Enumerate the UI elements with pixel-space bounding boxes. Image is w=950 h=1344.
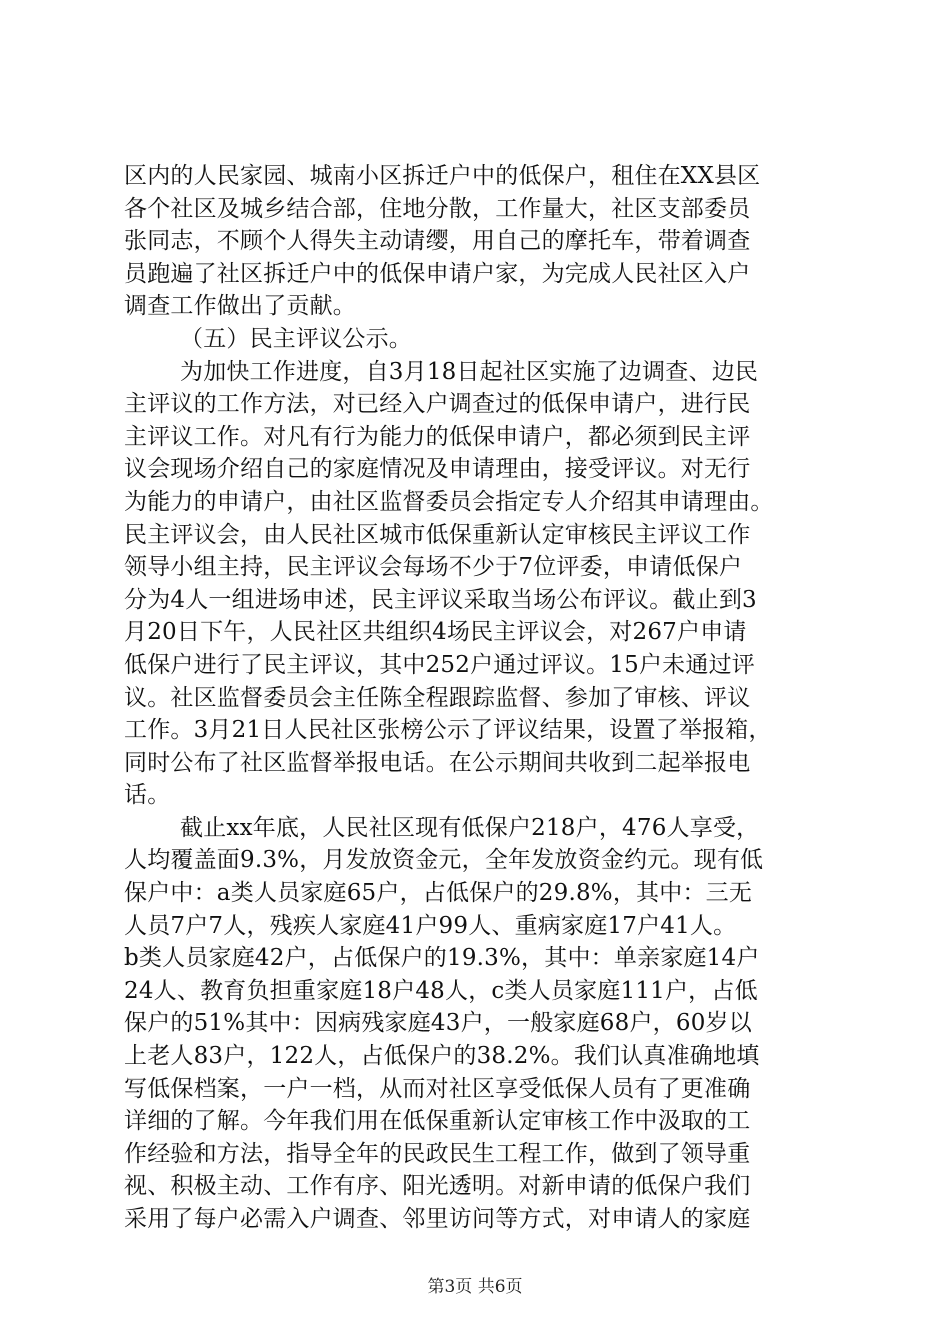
text-line: 视、积极主动、工作有序、阳光透明。对新申请的低保户我们 <box>124 1173 751 1200</box>
text-line: 写低保档案，一户一档，从而对社区享受低保人员有了更准确 <box>124 1075 751 1102</box>
body-text <box>124 160 838 1236</box>
text-line: 各个社区及城乡结合部，住地分散，工作量大，社区支部委员 <box>124 195 751 222</box>
text-line: 作经验和方法，指导全年的民政民生工程工作，做到了领导重 <box>124 1140 751 1167</box>
text-line: 话。 <box>124 782 171 809</box>
text-line: 议会现场介绍自己的家庭情况及申请理由，接受评议。对无行 <box>124 456 751 483</box>
text-line: 员跑遍了社区拆迁户中的低保申请户家，为完成人民社区入户 <box>124 260 751 287</box>
text-line: 采用了每户必需入户调查、邻里访问等方式，对申请人的家庭 <box>124 1206 751 1232</box>
text-line: 主评议工作。对凡有行为能力的低保申请户，都必须到民主评 <box>124 423 751 450</box>
text-line: 月20日下午，人民社区共组织4场民主评议会，对267户申请 <box>124 619 747 646</box>
text-line: 详细的了解。今年我们用在低保重新认定审核工作中汲取的工 <box>124 1108 751 1135</box>
text-line: 保户的51%其中：因病残家庭43户，一般家庭68户，60岁以 <box>124 1010 752 1037</box>
text-line: 议。社区监督委员会主任陈全程跟踪监督、参加了审核、评议 <box>124 684 751 711</box>
text-line: 保户中：a类人员家庭65户，占低保户的29.8%，其中：三无 <box>124 880 753 907</box>
text-line: 主评议的工作方法，对已经入户调查过的低保申请户，进行民 <box>124 391 751 418</box>
text-line: 上老人83户，122人，占低保户的38.2%。我们认真准确地填 <box>124 1043 760 1070</box>
text-line: 工作。3月21日人民社区张榜公示了评议结果，设置了举报箱， <box>124 717 772 744</box>
text-line: 同时公布了社区监督举报电话。在公示期间共收到二起举报电 <box>124 749 751 776</box>
text-line: 民主评议会，由人民社区城市低保重新认定审核民主评议工作 <box>124 521 751 548</box>
text-line: 调查工作做出了贡献。 <box>124 293 356 320</box>
text-line: 人均覆盖面9.3%，月发放资金元，全年发放资金约元。现有低 <box>124 847 764 874</box>
text-line: 为能力的申请户，由社区监督委员会指定专人介绍其申请理由。 <box>124 488 774 515</box>
text-line: 截止xx年底，人民社区现有低保户218户，476人享受， <box>180 814 760 841</box>
text-line: 张同志，不顾个人得失主动请缨，用自己的摩托车，带着调查 <box>124 228 751 255</box>
text-line: b类人员家庭42户，占低保户的19.3%，其中：单亲家庭14户 <box>124 945 760 972</box>
text-line: 低保户进行了民主评议，其中252户通过评议。15户未通过评 <box>124 651 755 678</box>
page-footer: 第3页 共6页 <box>427 1277 523 1297</box>
text-line: 为加快工作进度，自3月18日起社区实施了边调查、边民 <box>180 358 759 385</box>
text-line: 24人、教育负担重家庭18户48人，c类人员家庭111户，占低 <box>124 977 758 1004</box>
text-line: 人员7户7人，残疾人家庭41户99人、重病家庭17户41人。 <box>124 912 737 939</box>
text-line: 区内的人民家园、城南小区拆迁户中的低保户，租住在XX县区 <box>124 163 761 189</box>
text-line: 领导小组主持，民主评议会每场不少于7位评委，申请低保户 <box>124 554 743 581</box>
text-line: 分为4人一组进场申述，民主评议采取当场公布评议。截止到3 <box>124 586 757 613</box>
text-line: （五）民主评议公示。 <box>180 325 412 352</box>
